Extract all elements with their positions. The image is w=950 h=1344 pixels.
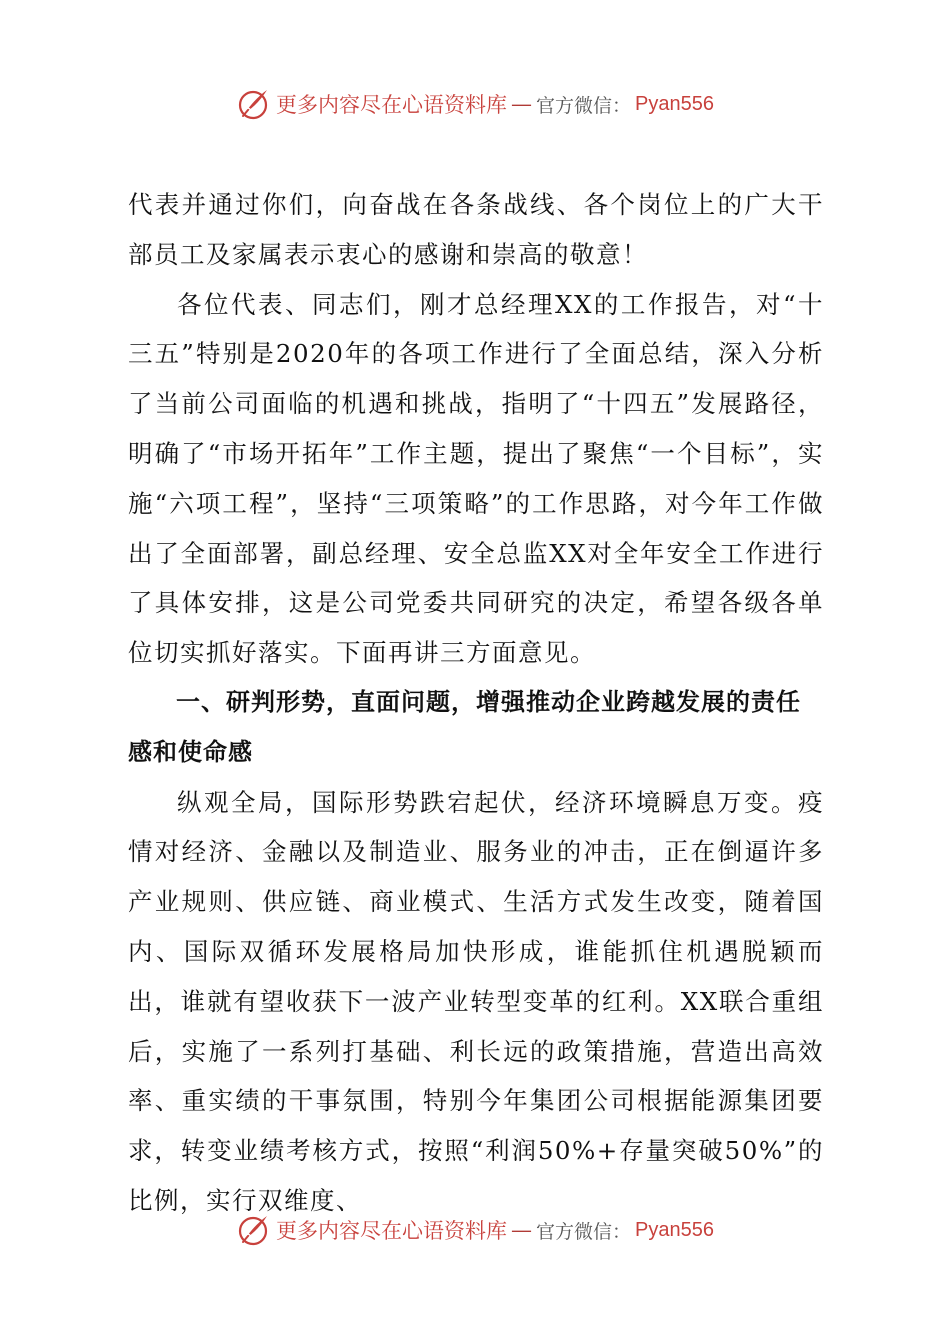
section-heading-1: 一、研判形势，直面问题，增强推动企业跨越发展的责任感和使命感 [128, 687, 801, 766]
quill-logo-icon [236, 1212, 272, 1248]
watermark-wechat-id: Pyan556 [635, 1218, 714, 1241]
paragraph-situation-analysis: 纵观全局，国际形势跌宕起伏，经济环境瞬息万变。疫情对经济、金融以及制造业、服务业的冲击，正在倒逼许多产业规则、供应链、商业模式、生活方式发生改变，随着国内、国际双循环发展格局加快形成，谁能抓住机遇脱颖而出，谁就有望收获下一波产业转型变革的红利。XX联合重组后，实施了一系列打基础、利长远的政策措施，营造出高效率、重实绩的干事氛围，特别今年集团公司根据能源集团要求，转变业绩考核方式，按照“利润50%+存量突破50%”的比例，实行双维度、 [128, 787, 824, 1215]
watermark-brand-text: 更多内容尽在心语资料库 [276, 1219, 507, 1243]
watermark-separator: — [511, 92, 532, 116]
watermark-official-label: 官方微信： [536, 94, 632, 117]
paragraph-report-summary: 各位代表、同志们，刚才总经理XX的工作报告，对“十三五”特别是2020年的各项工作进行了全面总结，深入分析了当前公司面临的机遇和挑战，指明了“十四五”发展路径，明确了“市场开拓年”工作主题，提出了聚焦“一个目标”，实施“六项工程”，坚持“三项策略”的工作思路，对今年工作做出了全面部署，副总经理、安全总监XX对全年安全工作进行了具体安排，这是公司党委共同研究的决定，希望各级各单位切实抓好落实。下面再讲三方面意见。 [128, 289, 824, 668]
watermark-official-label: 官方微信： [536, 1220, 632, 1243]
watermark-brand-text: 更多内容尽在心语资料库 [276, 93, 507, 117]
watermark-separator: — [511, 1218, 532, 1242]
footer-watermark [0, 1210, 950, 1250]
paragraph-continuation: 代表并通过你们，向奋战在各条战线、各个岗位上的广大干部员工及家属表示衷心的感谢和崇高的敬意！ [128, 190, 824, 269]
quill-logo-icon [236, 86, 272, 122]
watermark-wechat-id: Pyan556 [635, 92, 714, 115]
document-body [128, 180, 824, 1226]
header-watermark [0, 84, 950, 124]
